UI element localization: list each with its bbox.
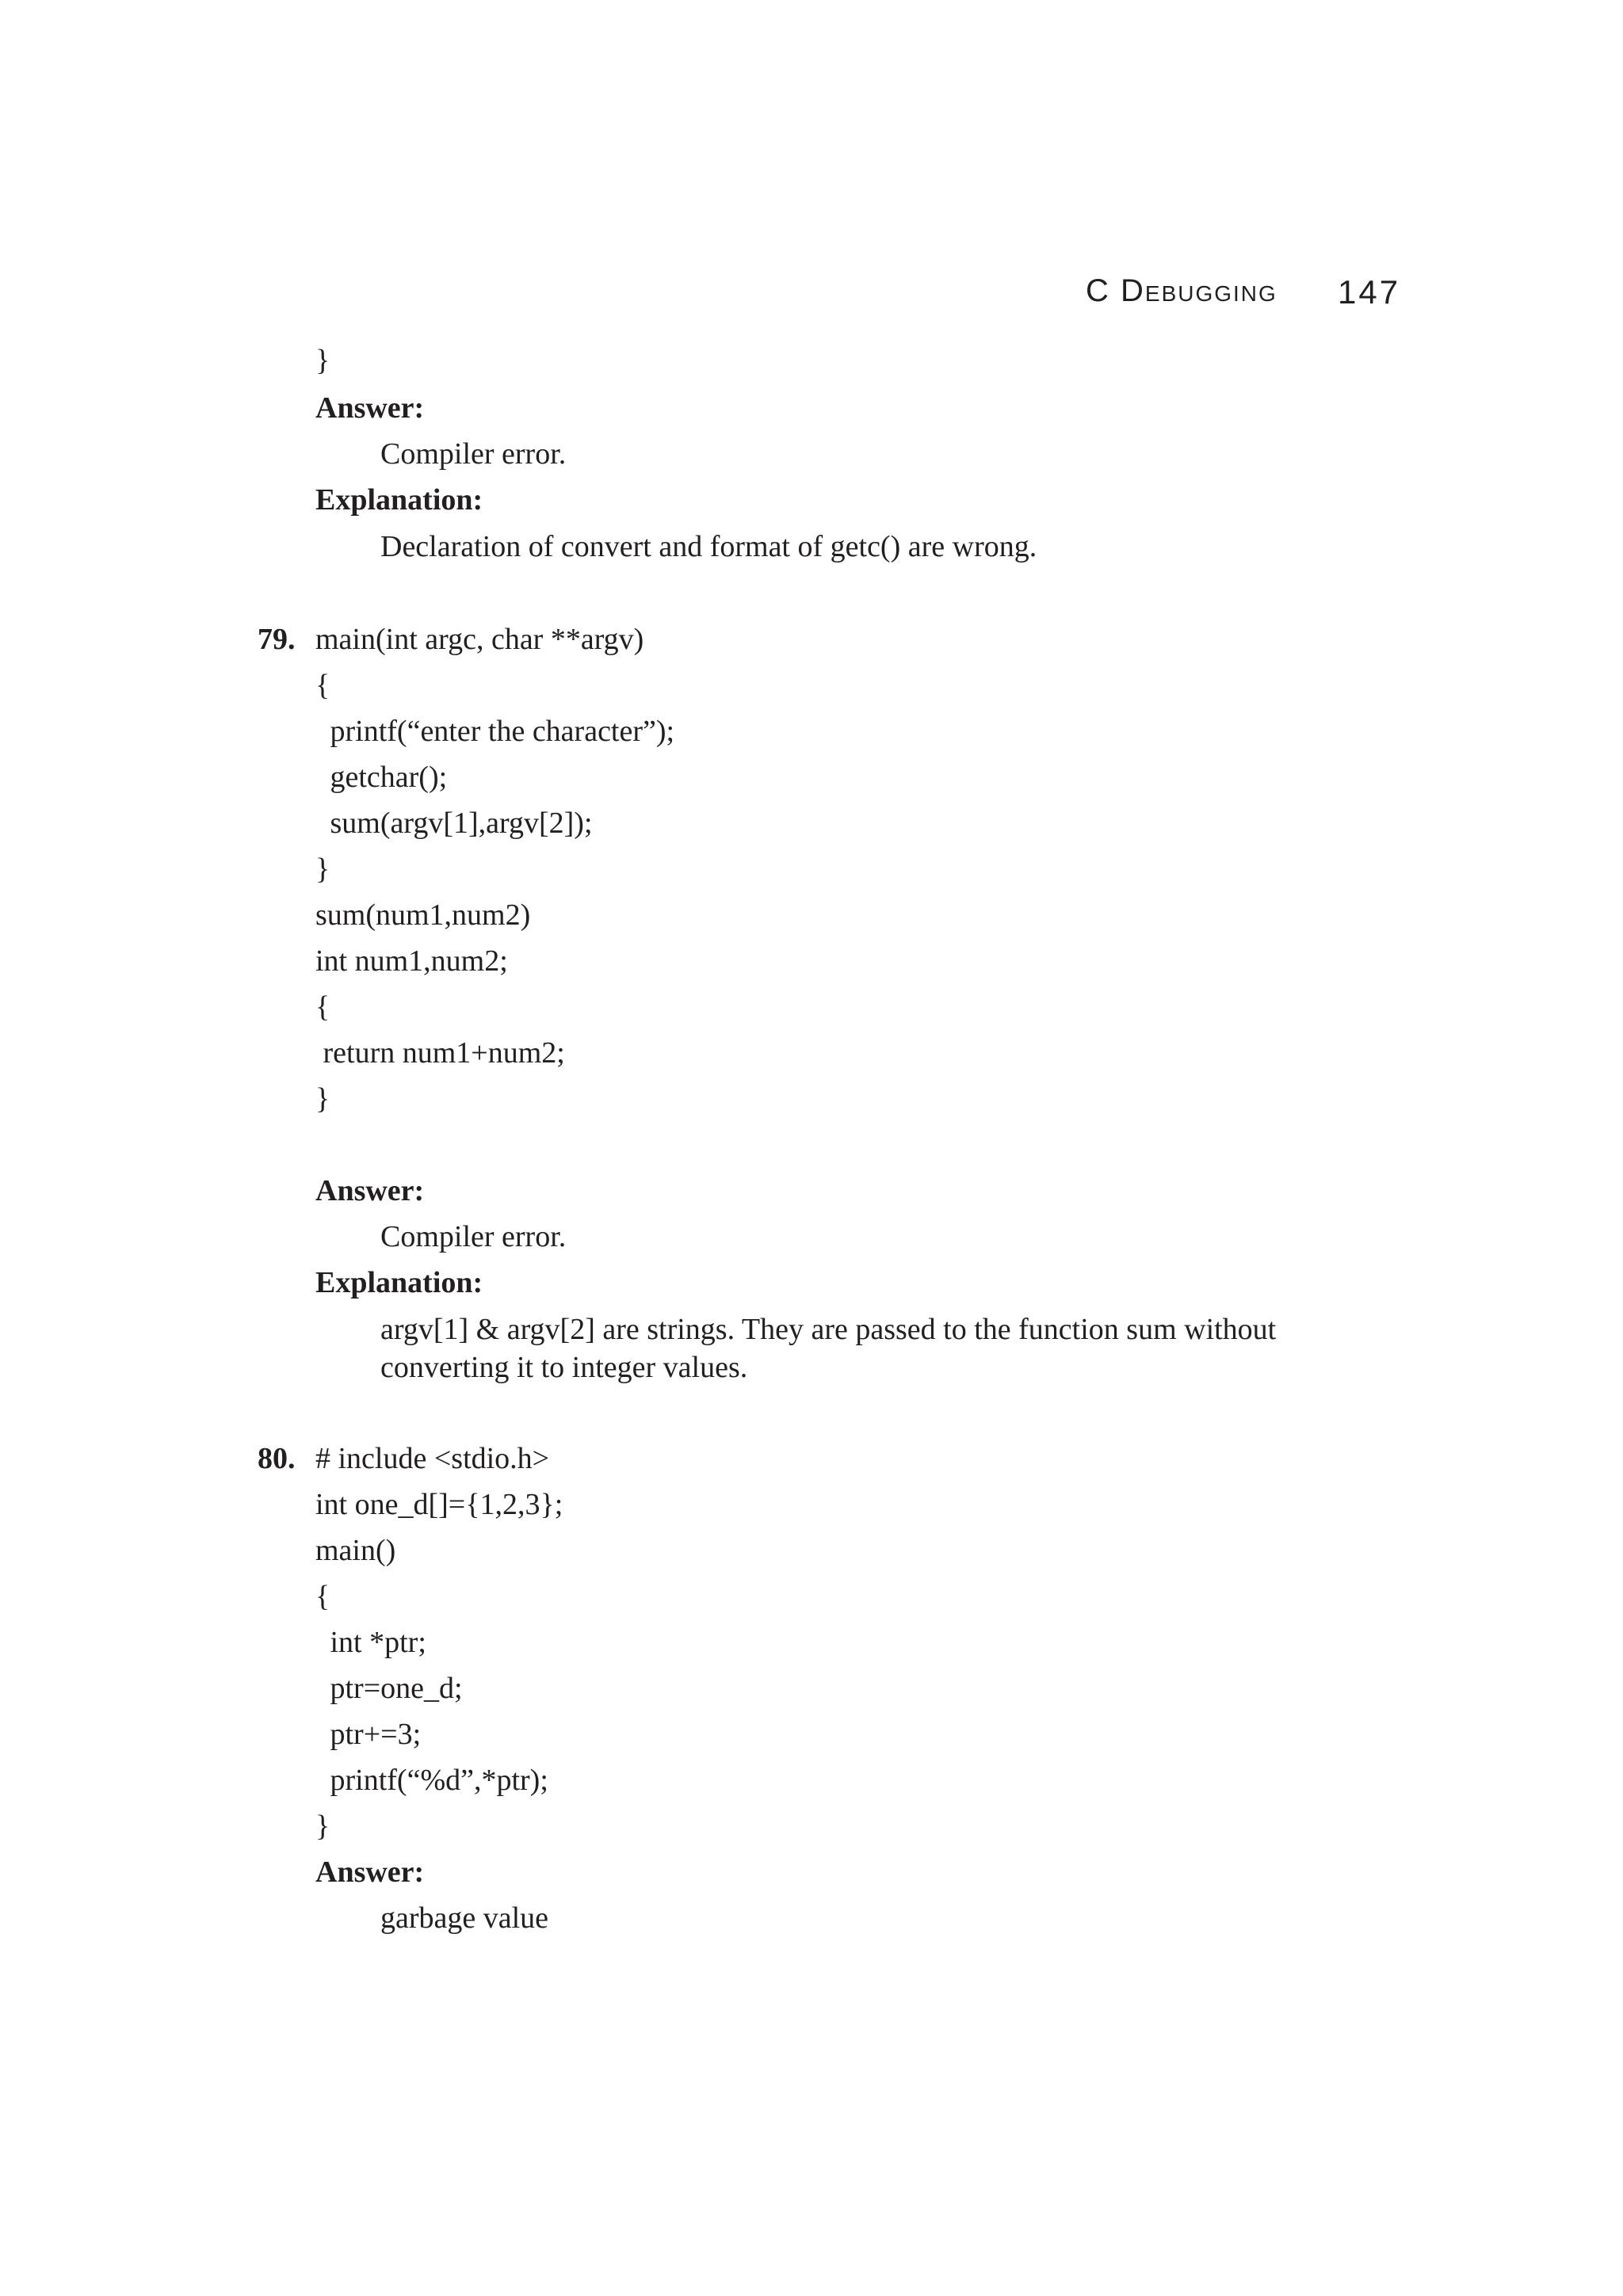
code-line: }	[315, 852, 330, 886]
code-line: sum(num1,num2)	[315, 898, 531, 932]
running-head	[1086, 273, 1403, 321]
code-line: }	[315, 344, 330, 377]
code-line: {	[315, 1580, 330, 1613]
code-line: getchar();	[323, 761, 448, 794]
explanation-label: Explanation:	[315, 483, 483, 517]
explanation-text: argv[1] & argv[2] are strings. They are passed to the function sum without converting it to integer values.	[380, 1313, 1277, 1384]
code-line: main()	[315, 1534, 396, 1567]
answer-label: Answer:	[315, 1174, 425, 1207]
code-line: int *ptr;	[323, 1626, 426, 1659]
code-line: }	[315, 1082, 330, 1116]
code-line: {	[315, 669, 330, 702]
section-title: C Debugging	[1086, 273, 1277, 308]
answer-text: Compiler error.	[380, 437, 567, 471]
code-line: int num1,num2;	[315, 944, 508, 978]
code-line: return num1+num2;	[315, 1036, 565, 1070]
answer-label: Answer:	[315, 1855, 425, 1889]
question-number: 79.	[258, 623, 296, 656]
code-line: ptr+=3;	[323, 1718, 422, 1751]
page-number: 147	[1338, 273, 1401, 311]
answer-label: Answer:	[315, 391, 425, 425]
code-line: int one_d[]={1,2,3};	[315, 1488, 563, 1521]
code-line: printf(“%d”,*ptr);	[323, 1764, 548, 1797]
code-line: ptr=one_d;	[323, 1672, 463, 1705]
answer-text: garbage value	[380, 1901, 549, 1935]
code-line: main(int argc, char **argv)	[315, 623, 644, 656]
explanation-text: Declaration of convert and format of getc() are wrong.	[380, 530, 1037, 563]
code-line: }	[315, 1810, 330, 1843]
code-line: printf(“enter the character”);	[323, 715, 675, 748]
code-line: sum(argv[1],argv[2]);	[323, 807, 593, 840]
question-number: 80.	[258, 1442, 296, 1475]
answer-text: Compiler error.	[380, 1220, 567, 1253]
explanation-label: Explanation:	[315, 1266, 483, 1299]
code-line: {	[315, 990, 330, 1024]
code-line: # include <stdio.h>	[315, 1442, 550, 1475]
